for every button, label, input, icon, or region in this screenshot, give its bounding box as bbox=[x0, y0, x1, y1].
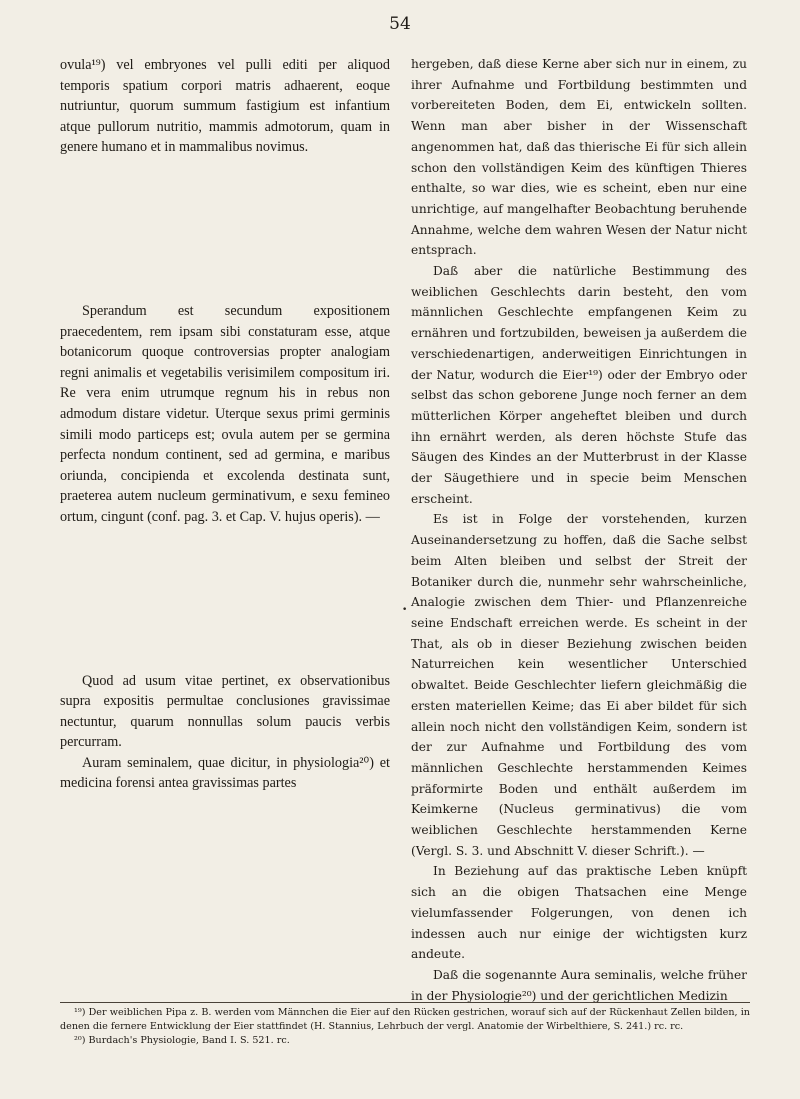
latin-paragraph-3: Quod ad usum vitae pertinet, ex observationibus supra expositis permultae conclusiones gravissimae nectuntur, quarum nonnullas solum paucis verbis percurram. bbox=[60, 672, 390, 751]
footnote-19: ¹⁹) Der weiblichen Pipa z. B. werden vom Männchen die Eier auf den Rücken gestrichen, worauf sich auf der Rückenhaut Zellen bilden, in denen die fernere Entwicklung der Eier stattfindet (H. Stannius, Lehrbuch der vergl. Anatomie der Wirbelthiere, S. 241.) rc. rc. bbox=[60, 1007, 750, 1033]
german-paragraph-4: In Beziehung auf das praktische Leben knüpft sich an die obigen Thatsachen eine Menge vielumfassender Folgerungen, von denen ich indessen auch nur einige der wichtigsten kurz andeute. bbox=[411, 864, 747, 962]
footnote-divider bbox=[60, 1002, 750, 1003]
german-column bbox=[411, 54, 747, 1006]
latin-column bbox=[60, 55, 390, 794]
footnotes bbox=[60, 1006, 750, 1049]
latin-paragraph-1: ovula¹⁹) vel embryones vel pulli editi per aliquod temporis spatium corpori matris adhaerent, eoque nutriuntur, quorum summum fastigium est infantium atque pullorum nutritio, mammis admotorum, quam in genere humano et in mammalibus novimus. bbox=[60, 57, 390, 156]
latin-paragraph-2: Sperandum est secundum expositionem praecedentem, rem ipsam sibi constaturam esse, atque botanicorum quoque controversias propter analogiam regni animalis et vegetabilis verisimilem compositum iri. Re vera enim utrumque regnum his in rebus non admodum distare videtur. Uterque sexus primi germinis simili modo particeps est; ovula autem per se germina perfecta nondum continent, sed ad germina, e maribus oriunda, concipienda et excolenda destinata sunt, praeterea autem nucleum germinativum, e sexu femineo ortum, cingunt (conf. pag. 3. et Cap. V. hujus operis). — bbox=[60, 302, 390, 525]
german-paragraph-2: Daß aber die natürliche Bestimmung des weiblichen Geschlechts darin besteht, den vom männlichen Geschlechte empfangenen Keim zu ernähren und fortzubilden, beweisen ja außerdem die verschiedenartigen, anderweitigen Einrichtungen in der Natur, wodurch die Eier¹⁹) oder der Embryo oder selbst das schon geborene Junge noch ferner an dem mütterlichen Körper angeheftet bleiben und durch ihn ernährt werden, als deren höchste Stufe das Säugen des Kindes an der Mutterbrust in der Klasse der Säugethiere und in specie beim Menschen erscheint. bbox=[411, 264, 747, 506]
margin-bullet-icon: • bbox=[402, 605, 408, 615]
page-number: 54 bbox=[389, 14, 411, 34]
german-paragraph-5: Daß die sogenannte Aura seminalis, welche früher in der Physiologie²⁰) und der gerichtlichen Medizin bbox=[411, 967, 747, 1003]
german-paragraph-3: Es ist in Folge der vorstehenden, kurzen Auseinandersetzung zu hoffen, daß die Sache selbst beim Alten bleiben und selbst der Streit der Botaniker durch die, nunmehr sehr wahrscheinliche, Analogie zwischen dem Thier- und Pflanzenreiche seine Endschaft erreichen werde. Es scheint in der That, als ob in dieser Beziehung zwischen beiden Naturreichen kein wesentlicher Unterschied obwaltet. Beide Geschlechter liefern gleichmäßig die ersten materiellen Keime; das Ei aber bildet für sich allein noch nicht den vollständigen Keim, sondern ist der zur Aufnahme und Fortbildung des vom männlichen Geschlechte herstammenden Keimes präformirte Boden und enthält außerdem im Keimkerne (Nucleus germinativus) die vom weiblichen Geschlechte herstammenden Kerne (Vergl. S. 3. und Abschnitt V. dieser Schrift.). — bbox=[411, 512, 747, 858]
footnote-20: ²⁰) Burdach's Physiologie, Band I. S. 521. rc. bbox=[74, 1035, 290, 1047]
latin-paragraph-4: Auram seminalem, quae dicitur, in physiologia²⁰) et medicina forensi antea gravissimas partes bbox=[60, 754, 390, 792]
german-paragraph-1: hergeben, daß diese Kerne aber sich nur in einem, zu ihrer Aufnahme und Fortbildung bestimmten und vorbereiteten Boden, dem Ei, entwickeln sollten. Wenn man aber bisher in der Wissenschaft angenommen hat, daß das thierische Ei für sich allein schon den vollständigen Keim des künftigen Thieres enthalte, so war dies, wie es scheint, eben nur eine unrichtige, auf mangelhafter Beobachtung beruhende Annahme, welche dem wahren Wesen der Natur nicht entsprach. bbox=[411, 57, 747, 258]
